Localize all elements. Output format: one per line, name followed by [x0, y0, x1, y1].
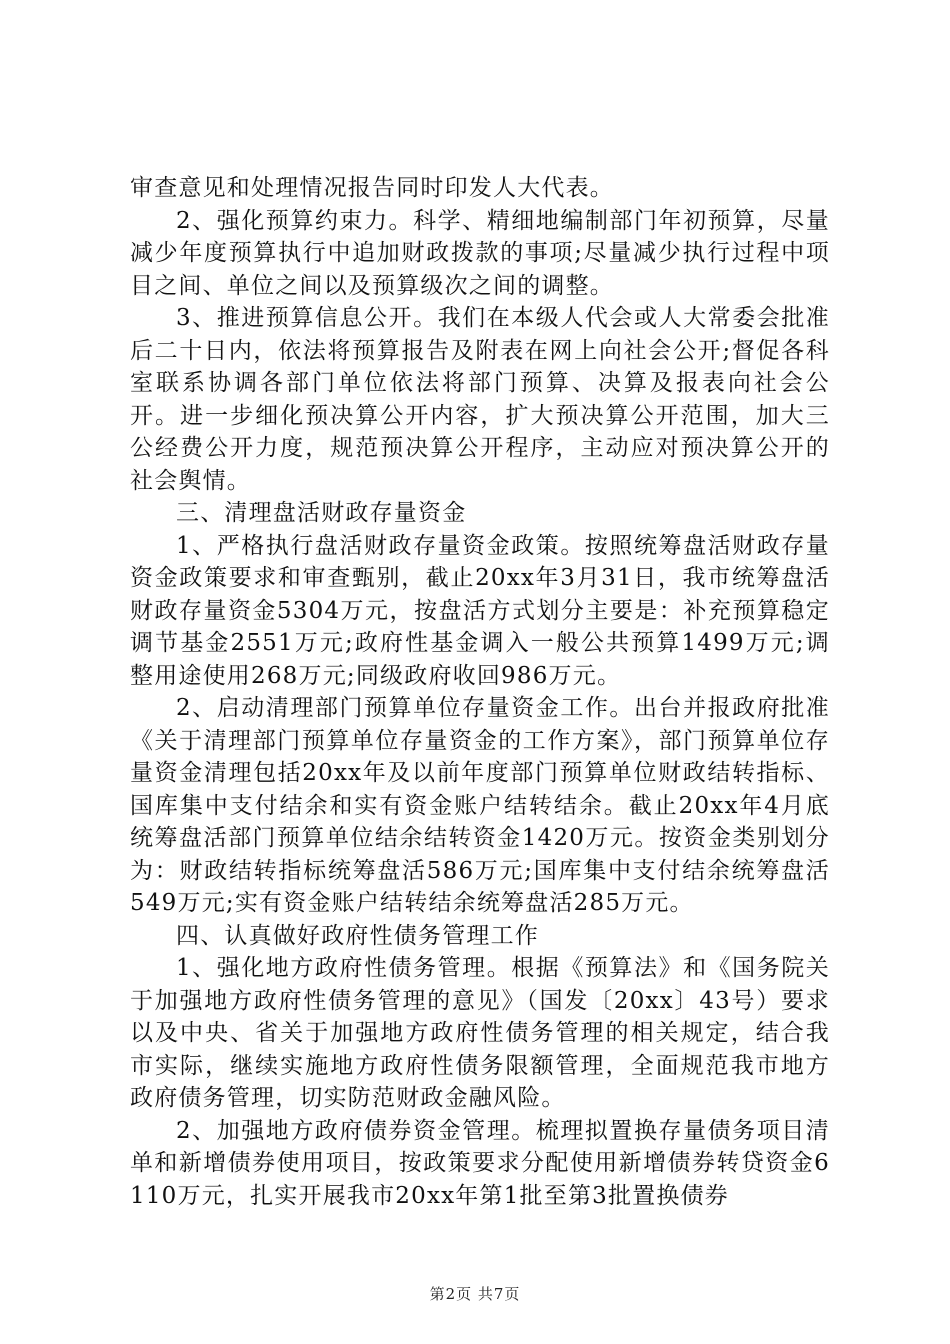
page-footer: 第2页 共7页 — [429, 1285, 521, 1303]
document-body — [130, 172, 830, 1212]
section-heading-4: 四、认真做好政府性债务管理工作 — [176, 922, 539, 949]
paragraph-6: 2、启动清理部门预算单位存量资金工作。出台并报政府批准《关于清理部门预算单位存量资金的工作方案》，部门预算单位存量资金清理包括20xx年及以前年度部门预算单位财政结转指标、国库集中支付结余和实有资金账户结转结余。截止20xx年4月底统筹盘活部门预算单位结余结转资金1420万元。按资金类别划分为：财政结转指标统筹盘活586万元;国库集中支付结余统筹盘活549万元;实有资金账户结转结余统筹盘活285万元。 — [130, 695, 830, 916]
paragraph-2: 2、强化预算约束力。科学、精细地编制部门年初预算，尽量减少年度预算执行中追加财政拨款的事项;尽量减少执行过程中项目之间、单位之间以及预算级次之间的调整。 — [130, 207, 830, 299]
paragraph-3: 3、推进预算信息公开。我们在本级人代会或人大常委会批准后二十日内，依法将预算报告及附表在网上向社会公开;督促各科室联系协调各部门单位依法将部门预算、决算及报表向社会公开。进一步细化预决算公开内容，扩大预决算公开范围，加大三公经费公开力度，规范预决算公开程序，主动应对预决算公开的社会舆情。 — [130, 305, 830, 494]
paragraph-1: 审查意见和处理情况报告同时印发人大代表。 — [130, 175, 614, 201]
section-heading-3: 三、清理盘活财政存量资金 — [176, 500, 467, 526]
paragraph-9: 2、加强地方政府债券资金管理。梳理拟置换存量债务项目清单和新增债券使用项目，按政策要求分配使用新增债券转贷资金6110万元，扎实开展我市20xx年第1批至第3批置换债券 — [130, 1117, 830, 1209]
paragraph-5: 1、严格执行盘活财政存量资金政策。按照统筹盘活财政存量资金政策要求和审查甄别，截止20xx年3月31日，我市统筹盘活财政存量资金5304万元，按盘活方式划分主要是：补充预算稳定调节基金2551万元;政府性基金调入一般公共预算1499万元;调整用途使用268万元;同级政府收回986万元。 — [130, 532, 830, 689]
paragraph-8: 1、强化地方政府性债务管理。根据《预算法》和《国务院关于加强地方政府性债务管理的意见》（国发〔20xx〕43号）要求以及中央、省关于加强地方政府性债务管理的相关规定，结合我市实际，继续实施地方政府性债务限额管理，全面规范我市地方政府债务管理，切实防范财政金融风险。 — [130, 955, 830, 1111]
